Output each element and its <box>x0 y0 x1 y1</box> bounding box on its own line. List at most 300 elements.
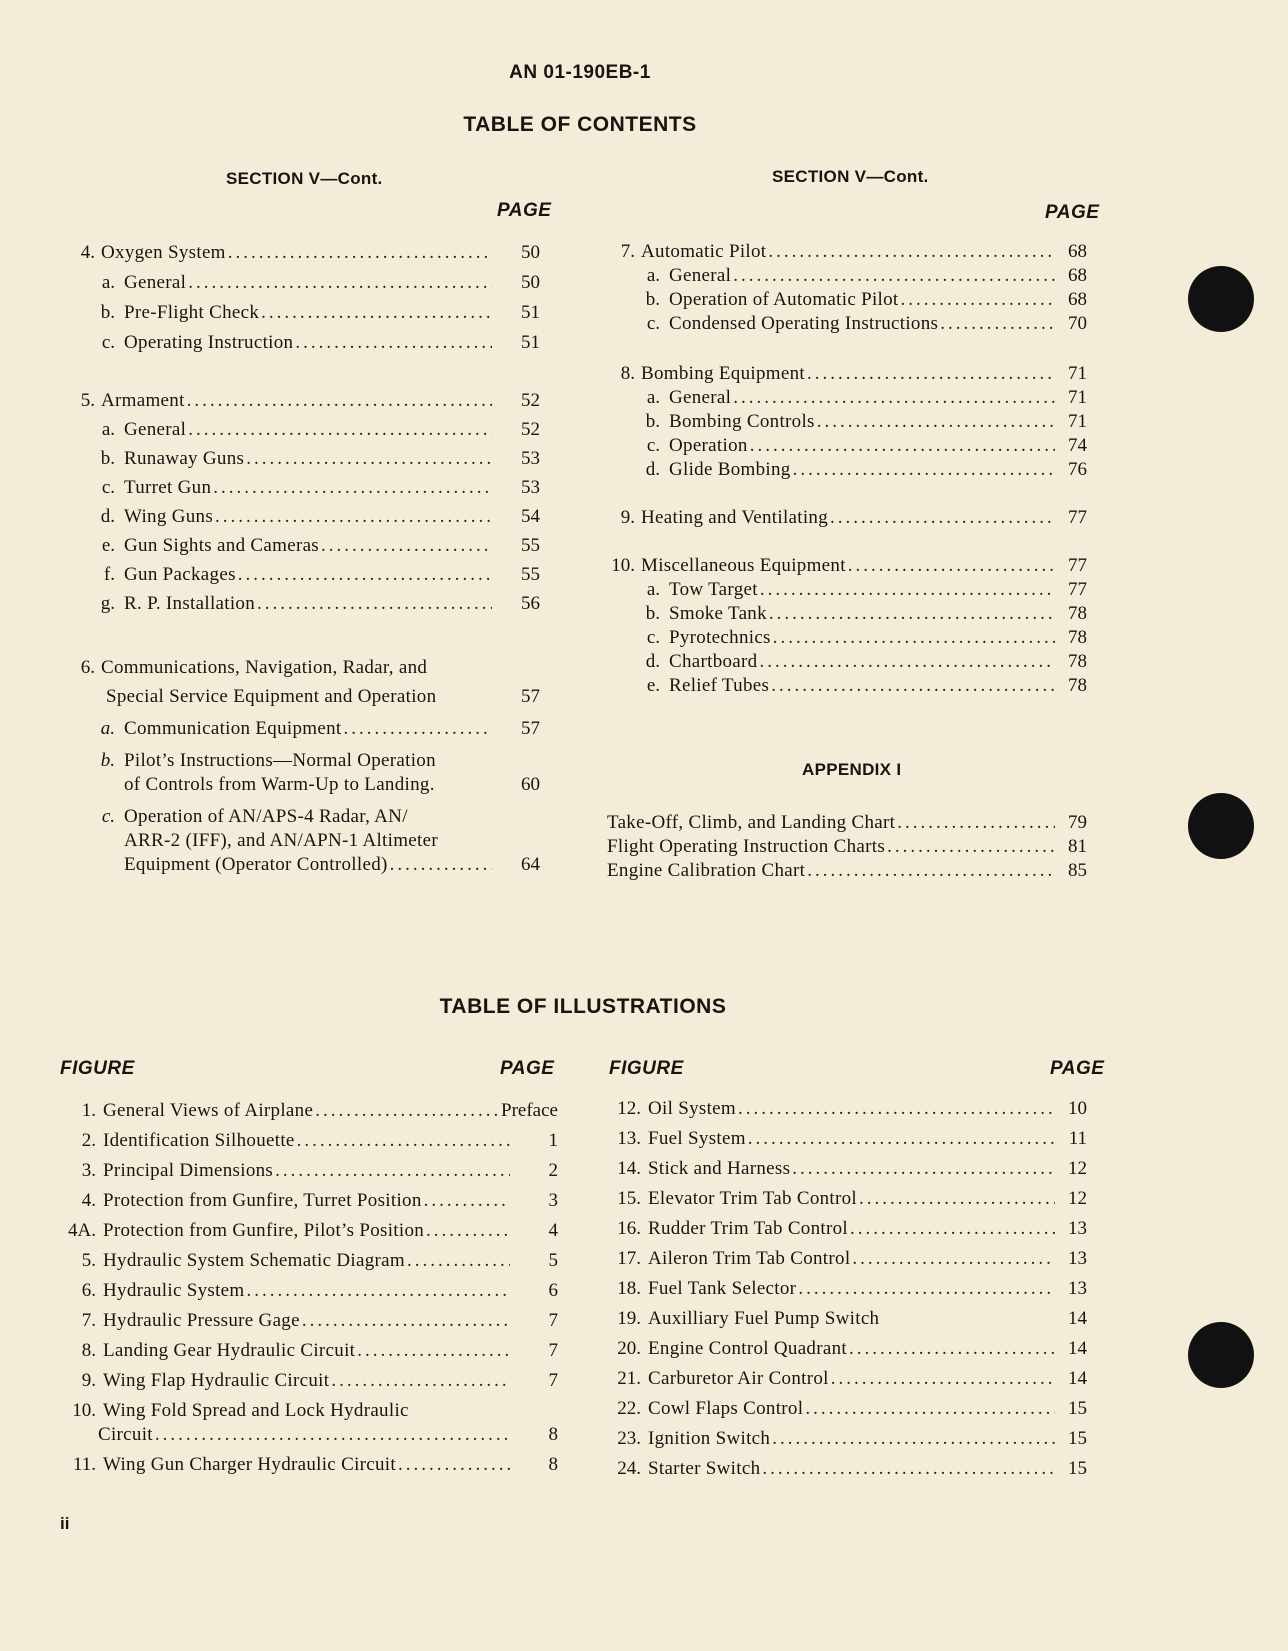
figure-number: 4A. <box>68 1220 96 1241</box>
leader-dots <box>748 1127 1055 1151</box>
entry-number: 6. <box>80 657 95 678</box>
figure-number: 13. <box>617 1128 641 1149</box>
entry-number: b. <box>100 448 115 469</box>
entry-page: 52 <box>521 390 540 411</box>
figure-page: 8 <box>548 1424 558 1445</box>
toc-row <box>60 592 540 616</box>
leader-dots <box>850 1217 1055 1241</box>
entry-title-continued: Equipment (Operator Controlled) <box>124 854 388 875</box>
toc-group-oxygen <box>60 241 540 355</box>
toc-row <box>60 773 540 797</box>
figure-number: 21. <box>617 1368 641 1389</box>
entry-page: 71 <box>1068 363 1087 384</box>
figure-row <box>606 1187 1087 1211</box>
figure-title: Engine Control Quadrant <box>648 1338 847 1359</box>
toc-row <box>605 650 1087 674</box>
entry-number: a. <box>101 272 115 293</box>
figure-title: Ignition Switch <box>648 1428 771 1449</box>
leader-dots <box>424 1189 510 1213</box>
figure-title: Aileron Trim Tab Control <box>648 1248 851 1269</box>
leader-dots <box>897 811 1055 835</box>
figure-number: 17. <box>617 1248 641 1269</box>
entry-page: 78 <box>1068 651 1087 672</box>
toc-group-misc <box>605 554 1087 698</box>
entry-number: a. <box>101 419 115 440</box>
entry-number: a. <box>646 579 660 600</box>
leader-dots <box>817 410 1055 434</box>
entry-title: Operating Instruction <box>124 332 294 353</box>
figure-page: 8 <box>548 1454 558 1475</box>
entry-title: Communications, Navigation, Radar, and <box>101 657 428 678</box>
toi-left-page-label: PAGE <box>500 1058 555 1079</box>
figure-number: 12. <box>617 1098 641 1119</box>
figure-number: 5. <box>81 1250 96 1271</box>
leader-dots <box>887 835 1055 859</box>
entry-number: b. <box>645 289 660 310</box>
toc-title: TABLE OF CONTENTS <box>463 113 697 136</box>
figure-number: 20. <box>617 1338 641 1359</box>
leader-dots <box>390 853 492 877</box>
figure-title: Protection from Gunfire, Turret Position <box>103 1190 422 1211</box>
toc-row <box>60 301 540 325</box>
binder-hole <box>1188 1322 1254 1388</box>
leader-dots <box>768 240 1055 264</box>
entry-number: e. <box>101 535 115 556</box>
entry-title: Tow Target <box>669 579 758 600</box>
toc-row <box>60 534 540 558</box>
toc-row <box>60 331 540 355</box>
leader-dots <box>321 534 492 558</box>
leader-dots <box>331 1369 510 1393</box>
leader-dots <box>398 1453 510 1477</box>
entry-title: Communication Equipment <box>124 718 342 739</box>
toc-row <box>60 241 540 265</box>
figure-row <box>606 1097 1087 1121</box>
figure-page: 15 <box>1068 1458 1087 1479</box>
leader-dots <box>187 389 492 413</box>
figure-row <box>58 1453 558 1477</box>
figure-page: 13 <box>1068 1248 1087 1269</box>
leader-dots <box>357 1339 510 1363</box>
entry-page: 70 <box>1068 313 1087 334</box>
figure-row <box>58 1129 558 1153</box>
figure-number: 6. <box>81 1280 96 1301</box>
entry-number: d. <box>645 651 660 672</box>
figure-number: 22. <box>617 1398 641 1419</box>
leader-dots <box>738 1097 1055 1121</box>
figure-title: Landing Gear Hydraulic Circuit <box>103 1340 356 1361</box>
figure-page: 12 <box>1068 1188 1087 1209</box>
entry-title: Glide Bombing <box>669 459 791 480</box>
leader-dots <box>246 447 492 471</box>
entry-page: 53 <box>521 448 540 469</box>
leader-dots <box>901 288 1055 312</box>
figure-title: General Views of Airplane <box>103 1100 314 1121</box>
figure-page: 12 <box>1068 1158 1087 1179</box>
toc-row <box>60 563 540 587</box>
toc-row <box>607 811 1087 835</box>
entry-page: 51 <box>521 302 540 323</box>
toc-row <box>60 749 540 773</box>
entry-title: Operation of AN/APS-4 Radar, AN/ <box>124 806 408 827</box>
entry-page: 71 <box>1068 411 1087 432</box>
figure-row <box>58 1279 558 1303</box>
entry-title: Gun Sights and Cameras <box>124 535 319 556</box>
leader-dots <box>769 602 1055 626</box>
figure-title: Rudder Trim Tab Control <box>648 1218 848 1239</box>
entry-title: Armament <box>101 390 185 411</box>
figure-row <box>606 1427 1087 1451</box>
toc-row <box>60 853 540 877</box>
entry-page: 68 <box>1068 289 1087 310</box>
entry-number: a. <box>646 265 660 286</box>
entry-number: c. <box>101 332 115 353</box>
leader-dots <box>295 331 492 355</box>
toc-row <box>605 578 1087 602</box>
figure-title: Wing Gun Charger Hydraulic Circuit <box>103 1454 396 1475</box>
figure-page: 7 <box>548 1310 558 1331</box>
figure-page: 13 <box>1068 1278 1087 1299</box>
entry-number: a. <box>646 387 660 408</box>
leader-dots <box>215 505 492 529</box>
toc-group-communications <box>60 656 540 877</box>
entry-number: d. <box>645 459 660 480</box>
figure-number: 2. <box>81 1130 96 1151</box>
leader-dots <box>733 264 1055 288</box>
entry-title: Oxygen System <box>101 242 226 263</box>
toc-left-section-heading: SECTION V—Cont. <box>226 169 383 188</box>
figure-number: 9. <box>81 1370 96 1391</box>
figure-number: 10. <box>72 1400 96 1421</box>
figure-page: 5 <box>548 1250 558 1271</box>
toc-group-heating <box>605 506 1087 530</box>
leader-dots <box>343 717 492 741</box>
figure-page: 15 <box>1068 1398 1087 1419</box>
leader-dots <box>750 434 1055 458</box>
figure-number: 8. <box>81 1340 96 1361</box>
figure-title: Stick and Harness <box>648 1158 791 1179</box>
figure-page: 7 <box>548 1370 558 1391</box>
entry-title: General <box>124 419 187 440</box>
entry-title: Condensed Operating Instructions <box>669 313 939 334</box>
toc-row <box>607 835 1087 859</box>
figure-title: Starter Switch <box>648 1458 761 1479</box>
figure-row <box>606 1277 1087 1301</box>
entry-page: 56 <box>521 593 540 614</box>
entry-page: 54 <box>521 506 540 527</box>
entry-page: 74 <box>1068 435 1087 456</box>
entry-number: 9. <box>620 507 635 528</box>
toc-row <box>605 506 1087 530</box>
toc-row <box>605 264 1087 288</box>
figure-page: Preface <box>501 1100 558 1121</box>
leader-dots <box>805 1397 1055 1421</box>
figure-title: Fuel Tank Selector <box>648 1278 797 1299</box>
appendix-title: APPENDIX I <box>802 760 902 779</box>
entry-title-continued: Special Service Equipment and Operation <box>106 686 437 707</box>
figure-row <box>606 1397 1087 1421</box>
leader-dots <box>798 1277 1055 1301</box>
entry-page: 57 <box>521 686 540 707</box>
entry-page: 81 <box>1068 836 1087 857</box>
entry-page: 64 <box>521 854 540 875</box>
leader-dots <box>760 578 1055 602</box>
figure-page: 15 <box>1068 1428 1087 1449</box>
entry-number: b. <box>100 750 115 771</box>
entry-title: Pilot’s Instructions—Normal Operation <box>124 750 436 771</box>
toc-row <box>605 410 1087 434</box>
entry-title: Automatic Pilot <box>641 241 767 262</box>
leader-dots <box>848 554 1055 578</box>
toc-row <box>605 458 1087 482</box>
figure-number: 19. <box>617 1308 641 1329</box>
toi-left-list <box>58 1099 558 1477</box>
toc-group-bombing <box>605 362 1087 482</box>
figure-page: 7 <box>548 1340 558 1361</box>
figure-title: Protection from Gunfire, Pilot’s Position <box>103 1220 425 1241</box>
entry-number: 8. <box>620 363 635 384</box>
leader-dots <box>807 859 1055 883</box>
figure-title: Elevator Trim Tab Control <box>648 1188 858 1209</box>
entry-title: General <box>669 265 732 286</box>
entry-title: Bombing Equipment <box>641 363 805 384</box>
leader-dots <box>297 1129 510 1153</box>
figure-number: 15. <box>617 1188 641 1209</box>
entry-title: Bombing Controls <box>669 411 815 432</box>
figure-number: 7. <box>81 1310 96 1331</box>
binder-hole <box>1188 793 1254 859</box>
toc-group-armament <box>60 389 540 616</box>
figure-row <box>606 1457 1087 1481</box>
figure-page: 6 <box>548 1280 558 1301</box>
entry-page: 76 <box>1068 459 1087 480</box>
entry-title: Turret Gun <box>124 477 212 498</box>
toc-row <box>60 505 540 529</box>
figure-number: 14. <box>617 1158 641 1179</box>
figure-title: Fuel System <box>648 1128 746 1149</box>
toc-row <box>605 386 1087 410</box>
leader-dots <box>426 1219 510 1243</box>
entry-number: c. <box>101 806 115 827</box>
toc-row <box>60 418 540 442</box>
figure-page: 2 <box>548 1160 558 1181</box>
entry-title: Wing Guns <box>124 506 214 527</box>
toc-row <box>60 685 540 709</box>
figure-row <box>606 1307 1087 1331</box>
figure-title: Wing Fold Spread and Lock Hydraulic <box>103 1400 409 1421</box>
leader-dots <box>188 418 492 442</box>
figure-number: 23. <box>617 1428 641 1449</box>
figure-row <box>58 1189 558 1213</box>
figure-row <box>58 1423 558 1447</box>
leader-dots <box>155 1423 510 1447</box>
entry-number: g. <box>100 593 115 614</box>
entry-title: General <box>669 387 732 408</box>
toc-row <box>60 656 540 680</box>
appendix-list <box>607 811 1087 883</box>
toc-row <box>607 859 1087 883</box>
entry-number: c. <box>646 313 660 334</box>
leader-dots <box>830 506 1055 530</box>
entry-number: c. <box>646 627 660 648</box>
entry-title: Pyrotechnics <box>669 627 771 648</box>
leader-dots <box>852 1247 1055 1271</box>
leader-dots <box>315 1099 499 1123</box>
toc-right-section-heading: SECTION V—Cont. <box>772 167 929 186</box>
figure-row <box>606 1157 1087 1181</box>
leader-dots <box>762 1457 1055 1481</box>
entry-title: Relief Tubes <box>669 675 770 696</box>
figure-title-continued: Circuit <box>98 1424 153 1445</box>
entry-title: Operation <box>669 435 748 456</box>
entry-page: 77 <box>1068 555 1087 576</box>
toc-left-page-label: PAGE <box>497 200 552 221</box>
entry-title-continued: ARR-2 (IFF), and AN/APN-1 Altimeter <box>124 830 438 851</box>
entry-title: Miscellaneous Equipment <box>641 555 846 576</box>
toi-right-list <box>606 1097 1087 1481</box>
entry-number: b. <box>645 603 660 624</box>
entry-page: 55 <box>521 564 540 585</box>
toi-left-figure-label: FIGURE <box>60 1058 135 1079</box>
figure-row <box>606 1247 1087 1271</box>
toc-right-list <box>605 240 1087 698</box>
entry-title: Engine Calibration Chart <box>607 860 806 881</box>
figure-title: Carburetor Air Control <box>648 1368 829 1389</box>
toc-group-autopilot <box>605 240 1087 336</box>
leader-dots <box>733 386 1055 410</box>
leader-dots <box>228 241 492 265</box>
figure-title: Hydraulic Pressure Gage <box>103 1310 300 1331</box>
figure-title: Principal Dimensions <box>103 1160 274 1181</box>
figure-number: 4. <box>81 1190 96 1211</box>
figure-number: 16. <box>617 1218 641 1239</box>
figure-number: 24. <box>617 1458 641 1479</box>
leader-dots <box>849 1337 1055 1361</box>
toc-row <box>60 389 540 413</box>
entry-page: 68 <box>1068 265 1087 286</box>
entry-page: 55 <box>521 535 540 556</box>
binder-hole <box>1188 266 1254 332</box>
entry-page: 71 <box>1068 387 1087 408</box>
entry-number: 4. <box>80 242 95 263</box>
figure-row <box>606 1127 1087 1151</box>
figure-title: Hydraulic System Schematic Diagram <box>103 1250 405 1271</box>
leader-dots <box>831 1367 1055 1391</box>
figure-title: Identification Silhouette <box>103 1130 295 1151</box>
entry-title: General <box>124 272 187 293</box>
entry-title: Runaway Guns <box>124 448 245 469</box>
entry-title: R. P. Installation <box>124 593 256 614</box>
figure-page: 11 <box>1068 1128 1087 1149</box>
leader-dots <box>238 563 492 587</box>
entry-page: 51 <box>521 332 540 353</box>
toc-row <box>605 626 1087 650</box>
figure-row <box>58 1219 558 1243</box>
toi-title: TABLE OF ILLUSTRATIONS <box>439 995 727 1018</box>
toc-row <box>605 362 1087 386</box>
figure-page: 14 <box>1068 1368 1087 1389</box>
entry-title: Heating and Ventilating <box>641 507 829 528</box>
leader-dots <box>275 1159 510 1183</box>
toc-row <box>605 312 1087 336</box>
leader-dots <box>940 312 1055 336</box>
toc-row <box>60 447 540 471</box>
leader-dots <box>188 271 492 295</box>
entry-number: 10. <box>611 555 635 576</box>
figure-row <box>606 1367 1087 1391</box>
leader-dots <box>859 1187 1055 1211</box>
entry-title: Operation of Automatic Pilot <box>669 289 899 310</box>
leader-dots <box>407 1249 510 1273</box>
figure-number: 3. <box>81 1160 96 1181</box>
leader-dots <box>793 458 1055 482</box>
toc-row <box>605 434 1087 458</box>
figure-page: 13 <box>1068 1218 1087 1239</box>
entry-page: 78 <box>1068 603 1087 624</box>
figure-title: Wing Flap Hydraulic Circuit <box>103 1370 330 1391</box>
figure-title: Hydraulic System <box>103 1280 245 1301</box>
toc-row <box>605 288 1087 312</box>
toc-row <box>60 476 540 500</box>
entry-number: 7. <box>620 241 635 262</box>
entry-number: b. <box>645 411 660 432</box>
toc-left-list <box>60 241 540 877</box>
document-id: AN 01-190EB-1 <box>509 62 651 83</box>
figure-row <box>58 1159 558 1183</box>
toc-row <box>605 554 1087 578</box>
figure-title: Auxilliary Fuel Pump Switch <box>648 1308 880 1329</box>
toi-right-figure-label: FIGURE <box>609 1058 684 1079</box>
entry-number: c. <box>646 435 660 456</box>
entry-page: 50 <box>521 242 540 263</box>
entry-page: 50 <box>521 272 540 293</box>
entry-title: Gun Packages <box>124 564 236 585</box>
leader-dots <box>792 1157 1055 1181</box>
entry-page: 68 <box>1068 241 1087 262</box>
entry-title: Flight Operating Instruction Charts <box>607 836 886 857</box>
figure-page: 14 <box>1068 1338 1087 1359</box>
figure-page: 3 <box>548 1190 558 1211</box>
entry-number: c. <box>101 477 115 498</box>
entry-number: f. <box>103 564 115 585</box>
entry-page: 78 <box>1068 675 1087 696</box>
figure-row <box>58 1399 558 1423</box>
toc-row <box>60 271 540 295</box>
figure-row <box>58 1249 558 1273</box>
figure-title: Oil System <box>648 1098 736 1119</box>
figure-number: 18. <box>617 1278 641 1299</box>
entry-number: a. <box>100 718 115 739</box>
entry-page: 53 <box>521 477 540 498</box>
entry-title-continued: of Controls from Warm-Up to Landing. <box>124 774 435 795</box>
figure-row <box>606 1217 1087 1241</box>
toc-row <box>60 829 540 853</box>
leader-dots <box>807 362 1055 386</box>
figure-page: 4 <box>548 1220 558 1241</box>
entry-page: 79 <box>1068 812 1087 833</box>
figure-number: 11. <box>72 1454 96 1475</box>
entry-page: 57 <box>521 718 540 739</box>
entry-number: d. <box>100 506 115 527</box>
figure-page: 1 <box>548 1130 558 1151</box>
figure-title: Cowl Flaps Control <box>648 1398 804 1419</box>
toc-row <box>60 717 540 741</box>
leader-dots <box>759 650 1055 674</box>
entry-page: 77 <box>1068 579 1087 600</box>
leader-dots <box>257 592 492 616</box>
figure-row <box>58 1099 558 1123</box>
figure-number: 1. <box>81 1100 96 1121</box>
